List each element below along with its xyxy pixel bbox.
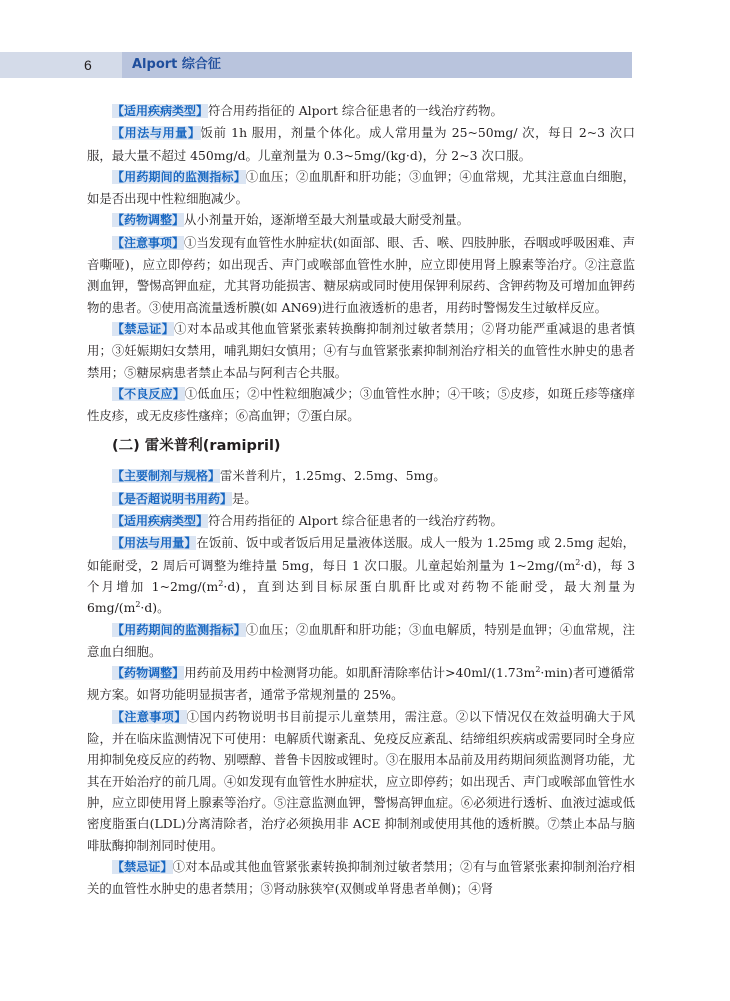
- tag-adjustment: 【药物调整】: [112, 666, 185, 681]
- paragraph-captopril-4: 【注意事项】①当发现有血管性水肿症状(如面部、眼、舌、喉、四肢肿胀，吞咽或呼吸困难、声音嘶哑)，应立即停药；如出现舌、声门或喉部血管性水肿，应立即使用肾上腺素等治疗。②注意监测血钾，警惕高钾血症，尤其肾功能损害、糖尿病或同时使用保钾利尿药、含钾药物及可增加血钾药物的患者。③使用高流量透析膜(如 AN69)进行血液透析的患者，用药时警惕发生过敏样反应。: [87, 234, 635, 315]
- paragraph-captopril-0: 【适用疾病类型】符合用药指征的 Alport 综合征患者的一线治疗药物。: [112, 103, 503, 118]
- section-tag: 【禁忌证】: [112, 321, 175, 336]
- section-tag: 【药物调整】: [112, 213, 185, 228]
- tag-precautions: 【注意事项】: [112, 709, 187, 724]
- section-tag: 【用法与用量】: [112, 126, 201, 141]
- paragraph-precautions: 【注意事项】①国内药物说明书目前提示儿童禁用，需注意。②以下情况仅在效益明确大于风险，并在临床监测情况下可使用：电解质代谢紊乱、免疫反应紊乱、结缔组织疾病或需要同时全身应用抑制免疫反应的药物、别嘌醇、普鲁卡因胺或锂时。③在服用本品前及用药期间须监测肾功能，尤其在开始治疗的前几周。④如发现有血管性水肿症状，应立即停药；如出现舌、声门或喉部血管性水肿，应立即使用肾上腺素等治疗。⑤注意监测血钾，警惕高钾血症。⑥必须进行透析、血液过滤或低密度脂蛋白(LDL)分离清除者，治疗必须换用非 ACE 抑制剂或使用其他的透析膜。⑦禁止本品与脑啡肽酶抑制剂同时使用。: [87, 708, 635, 853]
- paragraph-captopril-3: 【药物调整】从小剂量开始，逐渐增至最大剂量或最大耐受剂量。: [112, 212, 469, 228]
- section-heading-ramipril: (二) 雷米普利(ramipril): [112, 438, 281, 455]
- paragraph-captopril-6: 【不良反应】①低血压；②中性粒细胞减少；③血管性水肿；④干咳；⑤皮疹，如斑丘疹等瘙痒性皮疹，或无皮疹性瘙痒；⑥高血钾；⑦蛋白尿。: [87, 385, 635, 424]
- section-captopril-tail: [87, 100, 635, 426]
- tag-indication: 【适用疾病类型】: [112, 514, 209, 529]
- running-header: [0, 52, 632, 78]
- tag-contraindications: 【禁忌证】: [112, 859, 173, 874]
- paragraph-captopril-1: 【用法与用量】饭前 1h 服用，剂量个体化。成人常用量为 25~50mg/ 次，每日 2~3 次口服，最大量不超过 450mg/d。儿童剂量为 0.3~5mg/(kg·d)，分 2~3 次口服。: [87, 125, 635, 163]
- section-tag: 【用药期间的监测指标】: [112, 169, 246, 184]
- paragraph-dosage: 【用法与用量】在饭前、饭中或者饭后用足量液体送服。成人一般为 1.25mg 或 2.5mg 起始，如能耐受，2 周后可调整为维持量 5mg，每日 1 次口服。儿童起始剂量为 $1\sim 2mg/(m^2\cdot d)$，每 3 个月增加 $1\sim 2mg/(m^2\cdot d)$，直到达到目标尿蛋白肌酐比或对药物不能耐受，最大剂量为 $6mg/(m^2\cdot d)$。: [87, 535, 635, 616]
- tag-dosage: 【用法与用量】: [112, 536, 197, 551]
- page-body: [87, 100, 635, 899]
- tag-off-label: 【是否超说明书用药】: [112, 491, 233, 506]
- paragraph-contraindications: 【禁忌证】①对本品或其他血管紧张素转换抑制剂过敏者禁用；②有与血管紧张素抑制剂治疗相关的血管性水肿史的患者禁用；③肾动脉狭窄(双侧或单肾患者单侧)；④肾: [87, 858, 635, 897]
- paragraph-adjustment: 【药物调整】用药前及用药中检测肾功能。如肌酐清除率估计$>40ml/(1.73m^2\cdot\min)$者可遵循常规方案。如肾功能明显损害者，通常予常规剂量的 25%。: [87, 665, 635, 703]
- paragraph-indication: 【适用疾病类型】符合用药指征的 Alport 综合征患者的一线治疗药物。: [112, 513, 503, 529]
- paragraph-monitoring: 【用药期间的监测指标】①血压；②血肌酐和肝功能；③血电解质，特别是血钾；④血常规，注意血白细胞。: [87, 621, 635, 659]
- section-tag: 【不良反应】: [112, 386, 185, 401]
- section-tag: 【注意事项】: [112, 235, 185, 250]
- running-title: Alport 综合征: [122, 52, 632, 78]
- paragraph-off-label: 【是否超说明书用药】是。: [112, 490, 257, 506]
- paragraph-formulation: 【主要制剂与规格】雷米普利片，1.25mg、2.5mg、5mg。: [112, 468, 446, 484]
- section-tag: 【适用疾病类型】: [112, 104, 209, 118]
- tag-formulation: 【主要制剂与规格】: [112, 469, 221, 484]
- tag-monitoring: 【用药期间的监测指标】: [112, 622, 246, 637]
- paragraph-captopril-2: 【用药期间的监测指标】①血压；②血肌酐和肝功能；③血钾；④血常规，尤其注意血白细胞，如是否出现中性粒细胞减少。: [87, 168, 635, 207]
- paragraph-captopril-5: 【禁忌证】①对本品或其他血管紧张素转换酶抑制剂过敏者禁用；②肾功能严重减退的患者慎用；③妊娠期妇女禁用，哺乳期妇女慎用；④有与血管紧张素抑制剂治疗相关的血管性水肿史的患者禁用；⑤糖尿病患者禁止本品与阿利吉仑共服。: [87, 320, 635, 380]
- page-number: 6: [84, 57, 92, 73]
